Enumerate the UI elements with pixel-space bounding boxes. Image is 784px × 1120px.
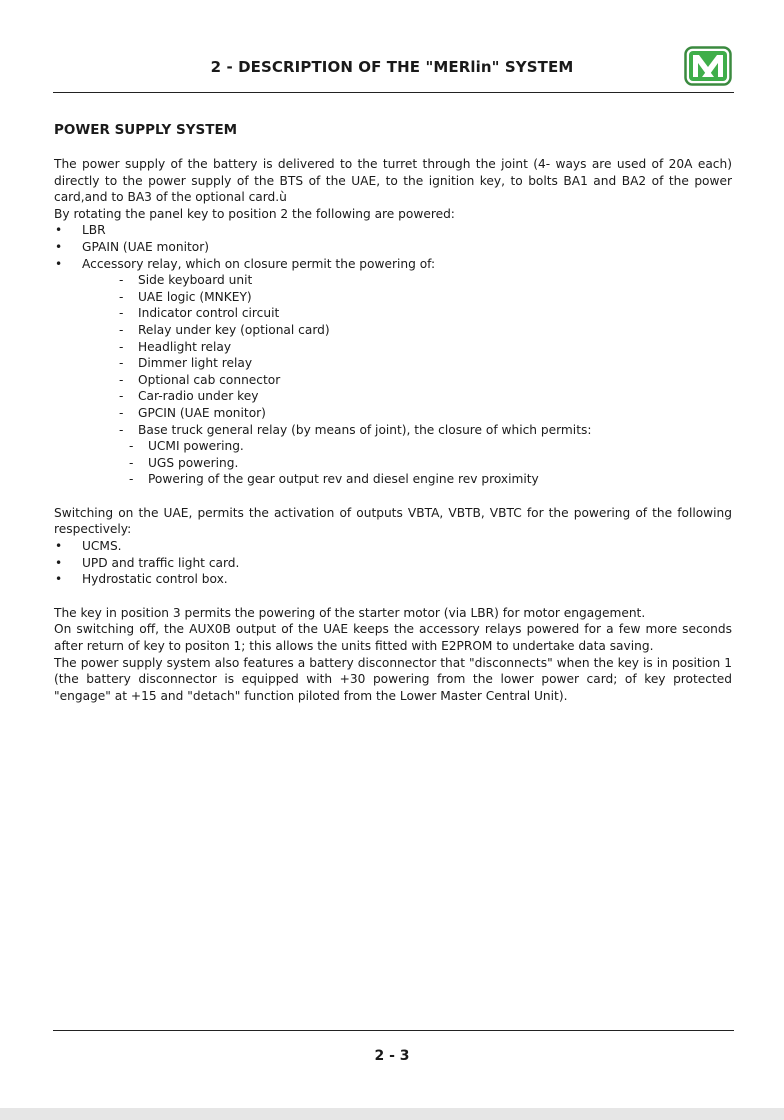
paragraph-gap: [54, 488, 732, 505]
list-item: • LBR: [54, 222, 732, 239]
list-item: - Headlight relay: [54, 339, 732, 356]
list-item: • UCMS.: [54, 538, 732, 555]
page-header-title: 2 - DESCRIPTION OF THE "MERlin" SYSTEM: [210, 58, 574, 76]
list-item: - Car-radio under key: [54, 388, 732, 405]
list-item: - Relay under key (optional card): [54, 322, 732, 339]
section-title: POWER SUPPLY SYSTEM: [54, 122, 238, 138]
merlin-m-logo-icon: [684, 46, 732, 86]
page-number: 2 - 3: [374, 1048, 410, 1064]
list-item: • Hydrostatic control box.: [54, 571, 732, 588]
battery-disconnector-paragraph: The power supply system also features a battery disconnector that "disconnects" when the key is in position 1 (the battery disconnector is equipped with +30 powering from the lower power card; of key protected "engage" at +15 and "detach" function piloted from the Lower Master Central Unit).: [54, 655, 732, 703]
list-item: - Indicator control circuit: [54, 305, 732, 322]
list-item: - GPCIN (UAE monitor): [54, 405, 732, 422]
key-position-2-paragraph: By rotating the panel key to position 2 the following are powered:: [54, 206, 455, 221]
accessory-relay-items-list: [54, 272, 732, 438]
footer-divider: [53, 1030, 734, 1031]
intro-paragraph: The power supply of the battery is delivered to the turret through the joint (4- ways are used of 20A each) directly to the power supply of the BTS of the UAE, to the ignition key, to bolts BA1 and BA2 of the power card,and to BA3 of the optional card.ù: [54, 157, 732, 205]
list-item: - Powering of the gear output rev and diesel engine rev proximity: [54, 471, 732, 488]
list-item: - UCMI powering.: [54, 438, 732, 455]
list-item: - Optional cab connector: [54, 372, 732, 389]
list-item: • Accessory relay, which on closure permit the powering of:: [54, 256, 732, 273]
list-item: - Side keyboard unit: [54, 272, 732, 289]
header-divider: [53, 92, 734, 93]
document-body: [54, 156, 732, 704]
page-bottom-band: [0, 1108, 784, 1120]
key-position-3-paragraph: The key in position 3 permits the powering of the starter motor (via LBR) for motor engagement.: [54, 605, 646, 620]
switching-off-paragraph: On switching off, the AUX0B output of the UAE keeps the accessory relays powered for a few more seconds after return of key to positon 1; this allows the units fitted with E2PROM to undertake data saving.: [54, 622, 732, 654]
list-item: - Dimmer light relay: [54, 355, 732, 372]
paragraph-gap: [54, 588, 732, 605]
list-item: - Base truck general relay (by means of joint), the closure of which permits:: [54, 422, 732, 439]
uae-outputs-list: [54, 538, 732, 588]
switching-on-paragraph: Switching on the UAE, permits the activation of outputs VBTA, VBTB, VBTC for the powering of the following respectively:: [54, 505, 732, 537]
list-item: - UAE logic (MNKEY): [54, 289, 732, 306]
list-item: • GPAIN (UAE monitor): [54, 239, 732, 256]
list-item: • UPD and traffic light card.: [54, 555, 732, 572]
list-item: - UGS powering.: [54, 455, 732, 472]
powered-items-list: [54, 222, 732, 272]
base-truck-relay-items-list: [54, 438, 732, 488]
